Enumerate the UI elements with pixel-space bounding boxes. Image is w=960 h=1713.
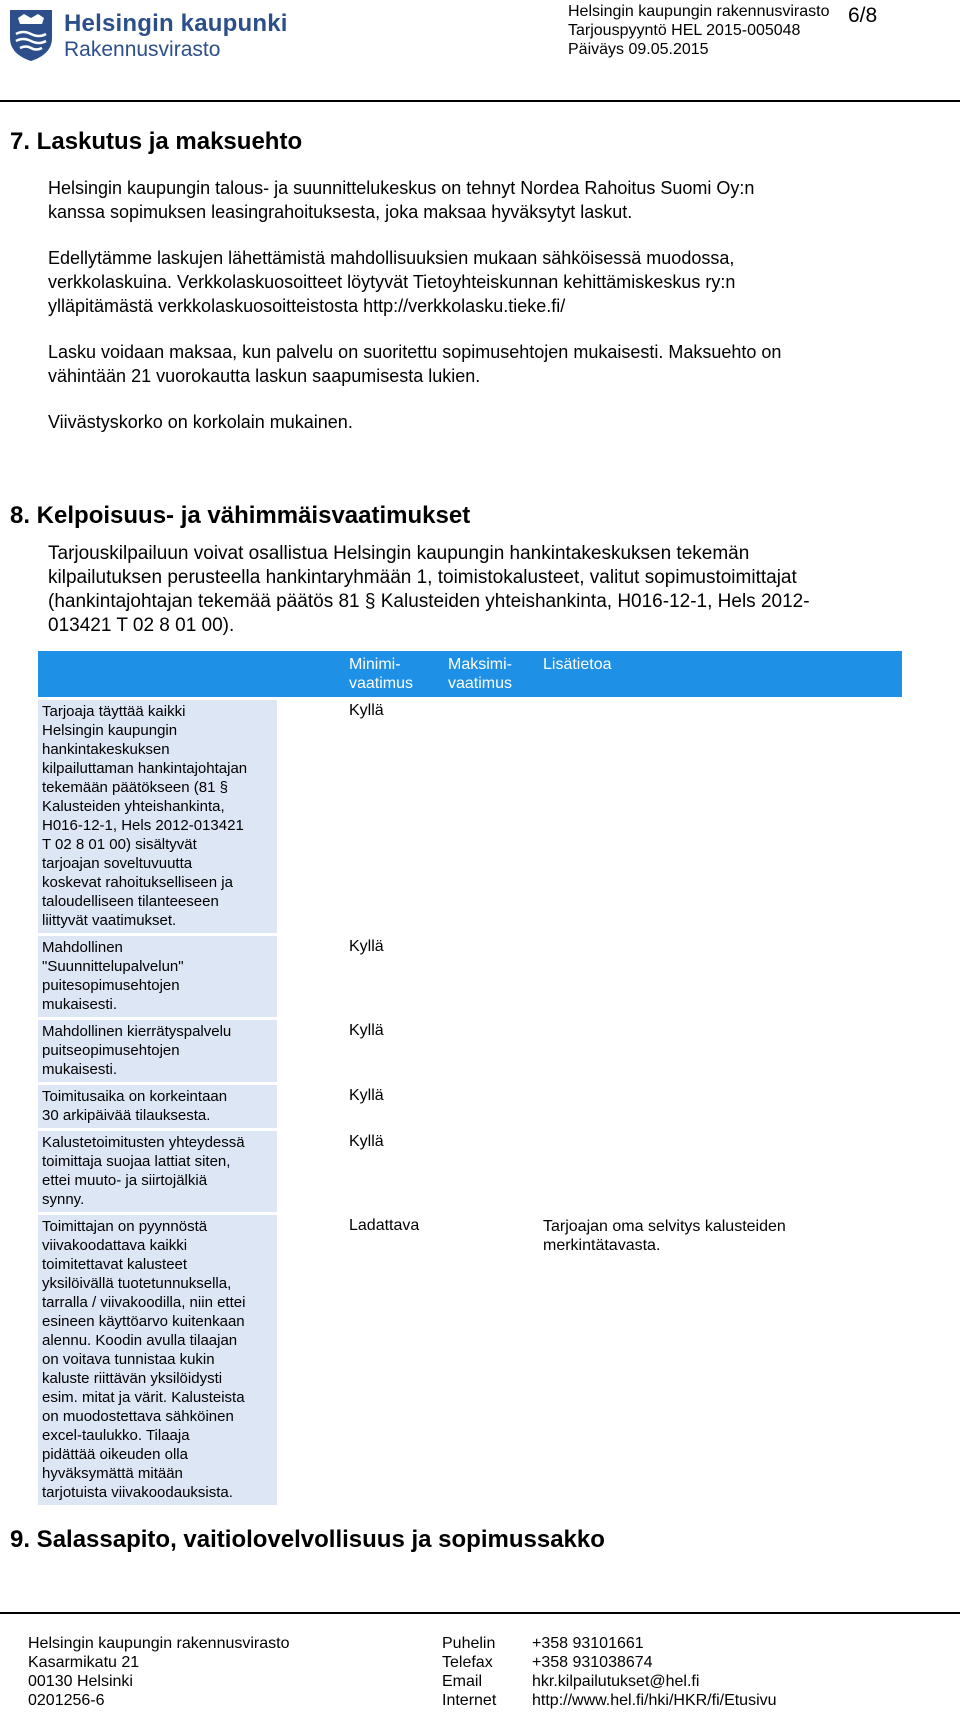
row-description <box>38 936 274 1017</box>
text-line: Edellytämme laskujen lähettämistä mahdollisuuksien mukaan sähköisessä muodossa, <box>48 248 735 268</box>
text-line: (hankintajohtajan tekemää päätös 81 § Kalusteiden yhteishankinta, H016-12-1, Hels 2012- <box>48 591 810 612</box>
text-line: on voitava tunnistaa kukin <box>42 1351 215 1368</box>
table-row <box>38 1131 902 1212</box>
row-min-value: Kyllä <box>349 1022 384 1039</box>
text-line: "Suunnittelupalvelun" <box>42 958 184 975</box>
text-line: Helsingin kaupungin talous- ja suunnittelukeskus on tehnyt Nordea Rahoitus Suomi Oy:n <box>48 178 755 198</box>
footer-street: Kasarmikatu 21 <box>28 1654 140 1671</box>
section-7-title: 7. Laskutus ja maksuehto <box>10 128 303 155</box>
header-max-requirement <box>448 655 512 693</box>
footer-address <box>28 1634 290 1710</box>
text-line: Tarjoajan oma selvitys kalusteiden <box>543 1218 786 1235</box>
header-tender: Tarjouspyyntö HEL 2015-005048 <box>568 22 801 39</box>
logo-city-name: Helsingin kaupunki <box>64 10 288 37</box>
section-8-title: 8. Kelpoisuus- ja vähimmäisvaatimukset <box>10 502 471 529</box>
text-line: Mahdollinen kierrätyspalvelu <box>42 1023 232 1040</box>
text-line: viivakoodattava kaikki <box>42 1237 188 1254</box>
text-line: kilpailutuksen perusteella hankintaryhmään 1, toimistokalusteet, valitut sopimustoimittajat <box>48 567 797 588</box>
footer-divider <box>0 1612 960 1614</box>
table-row <box>38 700 902 933</box>
requirements-table <box>38 651 902 1505</box>
header-text: vaatimus <box>448 675 513 692</box>
text-line: vähintään 21 vuorokautta laskun saapumisesta lukien. <box>48 366 481 386</box>
text-line: T 02 8 01 00) sisältyvät <box>42 836 197 853</box>
text-line: pidättää oikeuden olla <box>42 1446 188 1463</box>
text-line: hankintakeskuksen <box>42 741 170 758</box>
text-line: esineen käyttöarvo kuitenkaan <box>42 1313 245 1330</box>
section-7-paragraph-1 <box>48 176 754 224</box>
text-line: mukaisesti. <box>42 996 118 1013</box>
page-number: 6/8 <box>848 4 878 27</box>
header-info <box>568 2 830 59</box>
text-line: mukaisesti. <box>42 1061 118 1078</box>
logo-department-name: Rakennusvirasto <box>64 38 221 61</box>
footer-phone: +358 93101661 <box>532 1635 644 1652</box>
row-description <box>38 700 274 933</box>
header-min-requirement <box>349 655 413 693</box>
row-description <box>38 1131 274 1212</box>
text-line: kanssa sopimuksen leasingrahoituksesta, joka maksaa hyväksytyt laskut. <box>48 202 633 222</box>
header-text: Maksimi- <box>448 656 512 673</box>
text-line: Tarjoaja täyttää kaikki <box>42 703 186 720</box>
row-min-value: Kyllä <box>349 938 384 955</box>
row-description <box>38 1085 274 1128</box>
text-line: 30 arkipäivää tilauksesta. <box>42 1107 211 1124</box>
section-7-paragraph-3 <box>48 340 781 388</box>
text-line: Helsingin kaupungin <box>42 722 178 739</box>
header-org: Helsingin kaupungin rakennusvirasto <box>568 3 830 20</box>
row-description <box>38 1020 274 1082</box>
footer-postal: 00130 Helsinki <box>28 1673 133 1690</box>
text-line: ylläpitämästä verkkolaskuosoitteistosta http://verkkolasku.tieke.fi/ <box>48 296 566 316</box>
header-text: Minimi- <box>349 656 401 673</box>
text-line: excel-taulukko. Tilaaja <box>42 1427 190 1444</box>
section-7-paragraph-4: Viivästyskorko on korkolain mukainen. <box>48 412 353 432</box>
text-line: esim. mitat ja värit. Kalusteista <box>42 1389 245 1406</box>
text-line: hyväksymättä mitään <box>42 1465 183 1482</box>
row-description <box>38 1215 274 1505</box>
text-line: taloudelliseen tilanteeseen <box>42 893 219 910</box>
footer-email-label: Email <box>442 1673 483 1690</box>
text-line: tarjotuista viivakoodauksista. <box>42 1484 233 1501</box>
text-line: synny. <box>42 1191 85 1208</box>
footer-contact-labels <box>442 1634 496 1710</box>
section-7-paragraph-2 <box>48 246 735 318</box>
text-line: Kalustetoimitusten yhteydessä <box>42 1134 245 1151</box>
text-line: Mahdollinen <box>42 939 123 956</box>
text-line: kaluste riittävän yksilöidysti <box>42 1370 223 1387</box>
row-min-value: Ladattava <box>349 1217 420 1234</box>
text-line: tekemään päätökseen (81 § <box>42 779 228 796</box>
text-line: puitseopimusehtojen <box>42 1042 180 1059</box>
text-line: yksilöivällä tuotetunnuksella, <box>42 1275 232 1292</box>
text-line: kilpailuttaman hankintajohtajan <box>42 760 248 777</box>
footer-web-label: Internet <box>442 1692 497 1709</box>
footer-phone-label: Puhelin <box>442 1635 496 1652</box>
row-min-value: Kyllä <box>349 1133 384 1150</box>
text-line: merkintätavasta. <box>543 1237 661 1254</box>
text-line: Kalusteiden yhteishankinta, <box>42 798 225 815</box>
table-header-row <box>38 651 902 697</box>
footer-business-id: 0201256-6 <box>28 1692 105 1709</box>
table-row <box>38 1215 902 1505</box>
text-line: koskevat rahoitukselliseen ja <box>42 874 233 891</box>
text-line: puitesopimusehtojen <box>42 977 180 994</box>
row-min-value: Kyllä <box>349 1087 384 1104</box>
section-8-paragraph <box>48 542 810 638</box>
header-additional-info: Lisätietoa <box>543 656 612 673</box>
text-line: Lasku voidaan maksaa, kun palvelu on suoritettu sopimusehtojen mukaisesti. Maksuehto on <box>48 342 782 362</box>
text-line: alennu. Koodin avulla tilaajan <box>42 1332 238 1349</box>
footer-org: Helsingin kaupungin rakennusvirasto <box>28 1635 290 1652</box>
text-line: tarjoajan soveltuvuutta <box>42 855 193 872</box>
table-row <box>38 1020 902 1082</box>
footer-web-link[interactable]: http://www.hel.fi/hki/HKR/fi/Etusivu <box>532 1692 777 1709</box>
row-additional-info <box>543 1217 833 1255</box>
text-line: toimittaja suojaa lattiat siten, <box>42 1153 231 1170</box>
text-line: H016-12-1, Hels 2012-013421 <box>42 817 244 834</box>
footer-email-link[interactable]: hkr.kilpailutukset@hel.fi <box>532 1673 700 1690</box>
footer-fax-label: Telefax <box>442 1654 493 1671</box>
section-9-title: 9. Salassapito, vaitiolovelvollisuus ja sopimussakko <box>10 1526 605 1553</box>
header-divider <box>0 100 960 102</box>
header-date: Päiväys 09.05.2015 <box>568 41 709 58</box>
text-line: ettei muuto- ja siirtojälkiä <box>42 1172 208 1189</box>
table-row <box>38 936 902 1017</box>
text-line: tarralla / viivakoodilla, niin ettei <box>42 1294 246 1311</box>
text-line: verkkolaskuina. Verkkolaskuosoitteet löytyvät Tietoyhteiskunnan kehittämiskeskus ry:n <box>48 272 736 292</box>
table-row <box>38 1085 902 1128</box>
text-line: 013421 T 02 8 01 00). <box>48 615 235 636</box>
footer-fax: +358 931038674 <box>532 1654 653 1671</box>
text-line: Tarjouskilpailuun voivat osallistua Helsingin kaupungin hankintakeskuksen tekemän <box>48 543 750 564</box>
text-line: Toimitusaika on korkeintaan <box>42 1088 228 1105</box>
row-min-value: Kyllä <box>349 702 384 719</box>
text-line: toimitettavat kalusteet <box>42 1256 188 1273</box>
text-line: liittyvät vaatimukset. <box>42 912 177 929</box>
text-line: on muodostettava sähköinen <box>42 1408 234 1425</box>
footer-contact-values <box>532 1634 777 1710</box>
text-line: Toimittajan on pyynnöstä <box>42 1218 208 1235</box>
header-text: vaatimus <box>349 675 414 692</box>
helsinki-crest-icon <box>8 8 54 62</box>
